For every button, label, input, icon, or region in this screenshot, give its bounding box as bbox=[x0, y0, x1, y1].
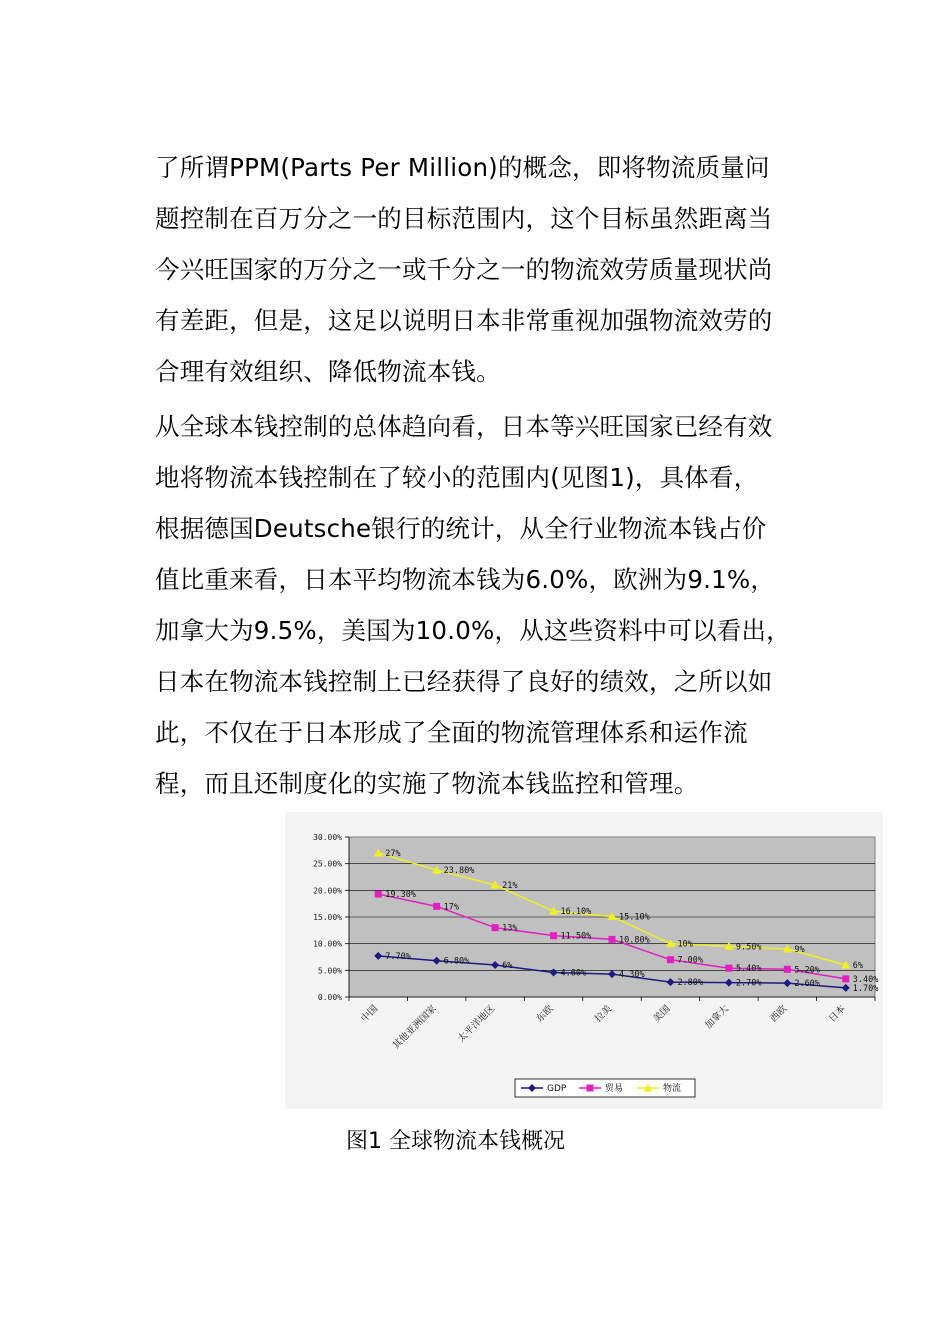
x-tick-label: 拉美 bbox=[592, 1003, 615, 1025]
y-tick-label: 5.00% bbox=[317, 966, 342, 976]
data-label: 16.10% bbox=[560, 907, 592, 918]
data-label: 23.80% bbox=[443, 866, 475, 877]
data-point bbox=[609, 936, 616, 943]
data-label: 10% bbox=[677, 939, 693, 950]
figure-caption: 图1 全球物流本钱概况 bbox=[346, 1129, 565, 1154]
y-tick-label: 30.00% bbox=[313, 833, 342, 842]
data-label: 2.60% bbox=[794, 979, 820, 990]
paragraph-line: 从全球本钱控制的总体趋向看，日本等兴旺国家已经有效 bbox=[155, 412, 773, 441]
data-label: 7.00% bbox=[677, 955, 704, 966]
paragraph-1 bbox=[155, 142, 805, 397]
data-label: 2.80% bbox=[677, 978, 704, 989]
data-point bbox=[667, 956, 674, 963]
paragraph-line: 此，不仅在于日本形成了全面的物流管理体系和运作流 bbox=[155, 718, 748, 747]
y-tick-label: 15.00% bbox=[313, 913, 342, 922]
data-label: 9.50% bbox=[735, 942, 762, 953]
data-label: 10.80% bbox=[619, 935, 650, 946]
data-label: 4.30% bbox=[619, 970, 645, 981]
data-label: 27% bbox=[385, 849, 401, 859]
data-label: 9% bbox=[794, 945, 805, 955]
data-label: 3.40% bbox=[852, 974, 879, 985]
x-tick-label: 美国 bbox=[651, 1003, 673, 1025]
data-label: 6% bbox=[502, 961, 513, 971]
paragraph-line: 地将物流本钱控制在了较小的范围内(见图1)，具体看， bbox=[155, 463, 759, 492]
line-chart bbox=[285, 812, 883, 1109]
data-point bbox=[550, 932, 557, 939]
data-point bbox=[433, 903, 440, 910]
data-point bbox=[725, 965, 732, 972]
legend-label: GDP bbox=[547, 1084, 567, 1094]
x-tick-label: 其他亚洲国家 bbox=[390, 1003, 439, 1052]
paragraph-line: 值比重来看，日本平均物流本钱为6.0%，欧洲为9.1%， bbox=[155, 565, 776, 594]
x-tick-label: 中国 bbox=[359, 1003, 381, 1025]
data-label: 21% bbox=[502, 881, 518, 891]
paragraph-line: 合理有效组织、降低物流本钱。 bbox=[155, 357, 501, 386]
y-tick-label: 25.00% bbox=[313, 859, 342, 869]
data-label: 4.60% bbox=[560, 968, 587, 979]
legend-label: 物流 bbox=[663, 1084, 682, 1094]
paragraph-line: 程，而且还制度化的实施了物流本钱监控和管理。 bbox=[155, 769, 699, 798]
data-point bbox=[375, 891, 382, 898]
data-label: 6% bbox=[852, 961, 864, 971]
legend-label: 贸易 bbox=[605, 1084, 624, 1094]
x-tick-label: 日本 bbox=[826, 1003, 848, 1025]
paragraph-line: 根据德国Deutsche银行的统计，从全行业物流本钱占价 bbox=[155, 514, 767, 543]
figure-1-chart bbox=[285, 812, 883, 1109]
paragraph-line: 了所谓PPM(Parts Per Million)的概念，即将物流质量问 bbox=[155, 153, 770, 182]
data-label: 2.70% bbox=[735, 978, 762, 989]
data-label: 1.70% bbox=[852, 983, 879, 994]
data-label: 6.80% bbox=[443, 956, 470, 967]
y-tick-label: 20.00% bbox=[313, 886, 342, 896]
data-label: 13% bbox=[502, 923, 518, 934]
y-tick-label: 0.00% bbox=[317, 993, 342, 1002]
y-tick-label: 10.00% bbox=[313, 939, 342, 949]
data-point bbox=[492, 924, 499, 931]
x-tick-label: 东欧 bbox=[534, 1003, 556, 1025]
paragraph-line: 有差距，但是，这足以说明日本非常重视加强物流效劳的 bbox=[155, 306, 773, 335]
data-label: 7.70% bbox=[385, 951, 411, 962]
data-point bbox=[784, 966, 791, 973]
x-tick-label: 太平洋地区 bbox=[455, 1003, 498, 1045]
data-label: 11.50% bbox=[560, 931, 592, 942]
x-tick-label: 加拿大 bbox=[703, 1003, 732, 1032]
paragraph-line: 加拿大为9.5%，美国为10.0%，从这些资料中可以看出， bbox=[155, 616, 791, 645]
data-point bbox=[842, 975, 849, 982]
paragraph-line: 今兴旺国家的万分之一或千分之一的物流效劳质量现状尚 bbox=[155, 255, 773, 284]
data-label: 5.40% bbox=[735, 964, 762, 975]
paragraph-2 bbox=[155, 401, 805, 809]
paragraph-line: 题控制在百万分之一的目标范围内，这个目标虽然距离当 bbox=[155, 204, 773, 233]
data-label: 5.20% bbox=[794, 965, 820, 976]
x-tick-label: 西欧 bbox=[768, 1003, 790, 1025]
data-label: 15.10% bbox=[619, 912, 650, 923]
data-point bbox=[587, 1085, 594, 1092]
data-label: 17% bbox=[443, 902, 460, 913]
paragraph-line: 日本在物流本钱控制上已经获得了良好的绩效，之所以如 bbox=[155, 667, 773, 696]
data-label: 19.30% bbox=[385, 890, 416, 901]
